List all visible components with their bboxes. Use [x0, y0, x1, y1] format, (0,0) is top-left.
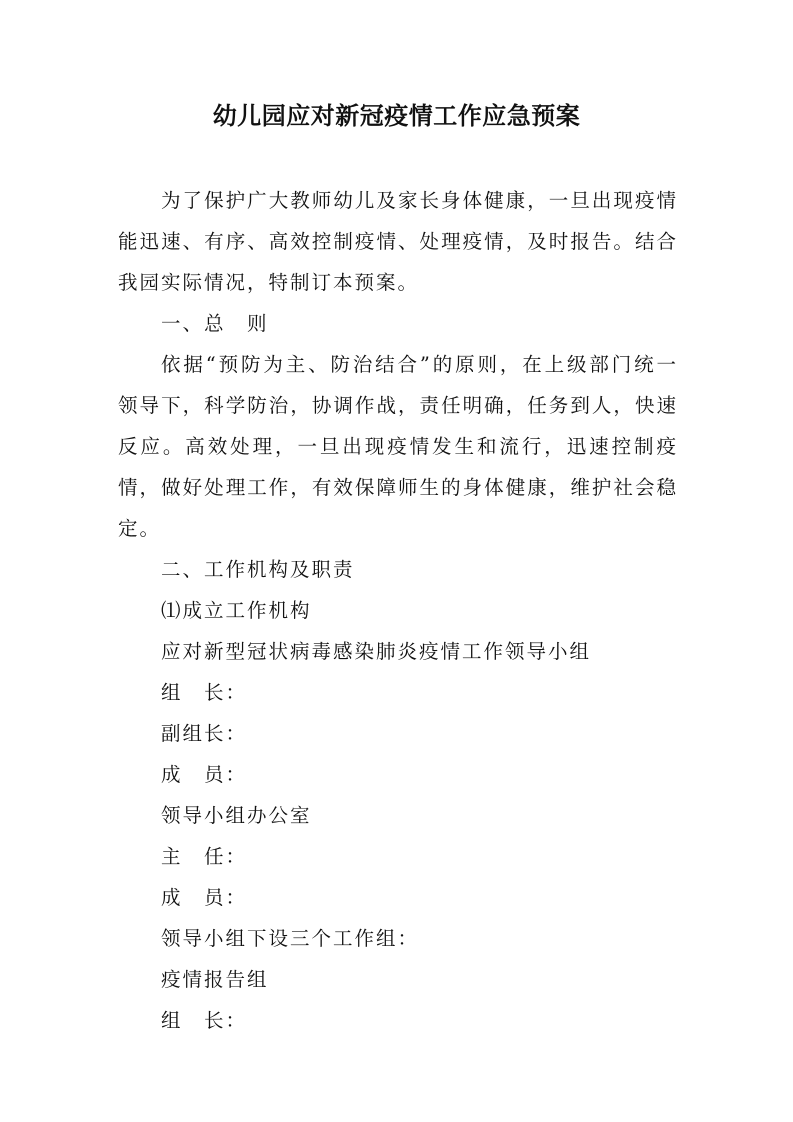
section2-heading: 二、工作机构及职责 [161, 558, 355, 581]
deputy-leader-label: 副组长： [161, 722, 248, 745]
intro-paragraph: 为了保护广大教师幼儿及家长身体健康，一旦出现疫情能迅速、有序、高效控制疫情、处理疫情，及时报告。结合我园实际情况，特制订本预案。 [118, 189, 678, 294]
director-label: 主 任： [161, 845, 248, 868]
members-label: 成 员： [161, 763, 248, 786]
office-name: 领导小组办公室 [161, 804, 312, 827]
report-group-leader-label: 组 长： [161, 1009, 248, 1032]
document-body [118, 180, 678, 1041]
subsection1-heading: ⑴成立工作机构 [161, 599, 312, 622]
subgroups-intro: 领导小组下设三个工作组： [161, 927, 420, 950]
section1-heading: 一、总 则 [161, 312, 269, 335]
group-leader-label: 组 长： [161, 681, 248, 704]
document-title: 幼儿园应对新冠疫情工作应急预案 [212, 102, 581, 130]
section1-paragraph: 依据“预防为主、防治结合”的原则，在上级部门统一领导下，科学防治，协调作战，责任明确，任务到人，快速反应。高效处理，一旦出现疫情发生和流行，迅速控制疫情，做好处理工作，有效保障师生的身体健康，维护社会稳定。 [118, 353, 678, 540]
leading-group-name: 应对新型冠状病毒感染肺炎疫情工作领导小组 [161, 640, 592, 663]
report-group-name: 疫情报告组 [161, 968, 269, 991]
office-members-label: 成 员： [161, 886, 248, 909]
